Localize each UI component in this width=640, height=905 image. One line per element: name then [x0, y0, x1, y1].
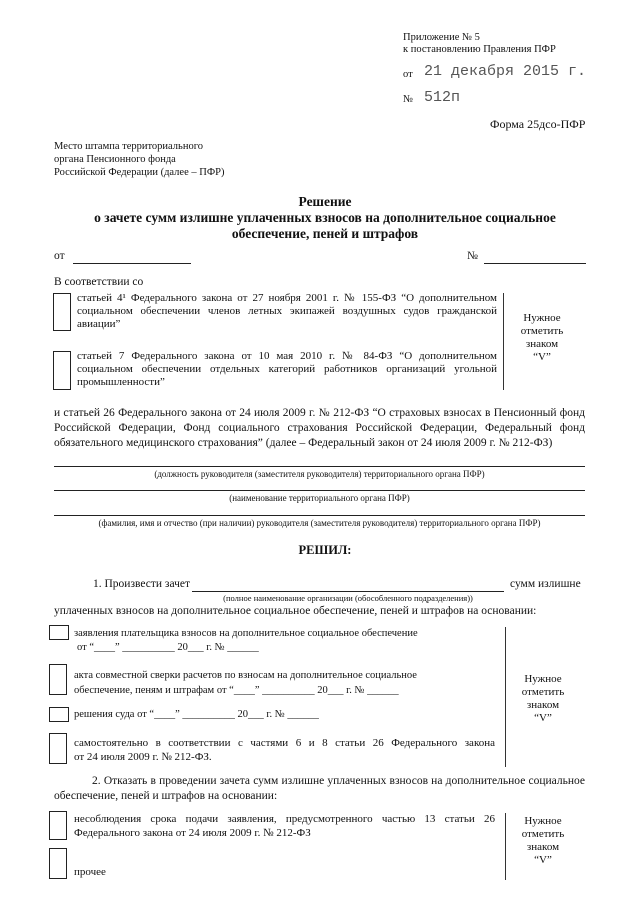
option-law-155: статьей 4¹ Федерального закона от 27 ноября 2001 г. № 155-ФЗ “О дополнительном социальном обеспечении членов летных экипажей воздушных судов гражданской авиации”: [77, 292, 497, 330]
decision-date-label: от: [54, 250, 65, 262]
checkbox-missed-deadline[interactable]: [49, 811, 67, 840]
decision-date-field[interactable]: [73, 263, 191, 264]
organization-name-caption: (полное наименование организации (обособленного подразделения)): [223, 593, 473, 603]
decision-number-label: №: [467, 250, 478, 262]
accordance-intro: В соответствии со: [54, 276, 144, 288]
resolution-date: 21 декабря 2015 г.: [424, 63, 587, 80]
section1-tail: сумм излишне: [510, 578, 581, 590]
stamp-place-line2: органа Пенсионного фонда: [54, 154, 176, 165]
stamp-place-line1: Место штампа территориального: [54, 141, 203, 152]
title-line1: Решение: [298, 194, 352, 209]
document-title: [40, 194, 610, 242]
territorial-body-caption: (наименование территориального органа ПФР): [229, 493, 410, 503]
checkbox-other[interactable]: [49, 848, 67, 879]
section1-lead: 1. Произвести зачет: [93, 578, 191, 590]
option-reconciliation-act: акта совместной сверки расчетов по взносам на дополнительное социальное обеспечение, пеням и штрафам от “____” __________ 20___ г. № ______: [74, 670, 417, 696]
position-caption: (должность руководителя (заместителя руководителя) территориального органа ПФР): [154, 469, 485, 479]
option-other: прочее: [74, 866, 106, 878]
mark-note: Нужное отметить знаком “V”: [520, 312, 564, 363]
checkbox-independently[interactable]: [49, 733, 67, 764]
checkbox-law-84[interactable]: [53, 351, 71, 390]
section2-lead: 2. Отказать в проведении зачета сумм излишне уплаченных взносов на дополнительное социальное обеспечение, пеней и штрафов на основании:: [54, 775, 585, 802]
checkbox-court-decision[interactable]: [49, 707, 69, 722]
resolution-label: к постановлению Правления ПФР: [403, 44, 556, 55]
title-line3: обеспечение, пеней и штрафов: [231, 226, 419, 241]
resolution-number: 512п: [424, 89, 461, 106]
checkbox-reconciliation-act[interactable]: [49, 664, 67, 695]
territorial-body-field[interactable]: [54, 490, 585, 491]
divider-line: [505, 813, 506, 880]
resolution-number-prefix: №: [403, 94, 414, 105]
decision-number-field[interactable]: [484, 263, 586, 264]
head-name-caption: (фамилия, имя и отчество (при наличии) руководителя (заместителя руководителя) территориального органа ПФР): [98, 518, 541, 528]
option-missed-deadline: несоблюдения срока подачи заявления, предусмотренного частью 13 статьи 26 Федерального закона от 24 июля 2009 г. № 212-ФЗ: [74, 813, 495, 839]
checkbox-law-155[interactable]: [53, 293, 71, 331]
option-independently: самостоятельно в соответствии с частями 6 и 8 статьи 26 Федерального закона от 24 июля 2009 г. № 212-ФЗ.: [74, 737, 495, 763]
resolution-date-prefix: от: [403, 69, 413, 80]
mark-note: Нужное отметить знаком “V”: [521, 673, 565, 724]
divider-line: [505, 627, 506, 767]
law-paragraph: и статьей 26 Федерального закона от 24 июля 2009 г. № 212-ФЗ “О страховых взносах в Пенсионный фонд Российской Федерации, Фонд социального страхования Российской Федерации, Федеральный фонд обязательного медицинского страхования” (далее – Федеральный закон от 24 июля 2009 г. № 212-ФЗ): [54, 407, 585, 449]
mark-note: Нужное отметить знаком “V”: [521, 815, 565, 866]
title-line2: о зачете сумм излишне уплаченных взносов на дополнительное социальное: [94, 210, 556, 225]
appendix-label: Приложение № 5: [403, 32, 480, 43]
divider-line: [503, 293, 504, 390]
organization-name-field[interactable]: [192, 591, 504, 592]
stamp-place-line3: Российской Федерации (далее – ПФР): [54, 167, 225, 178]
section1-continuation: уплаченных взносов на дополнительное социальное обеспечение, пеней и штрафов на основании:: [54, 605, 537, 617]
position-field[interactable]: [54, 466, 585, 467]
option-payer-application: заявления плательщика взносов на дополнительное социальное обеспечение от “____” __________ 20___ г. № ______: [74, 628, 418, 653]
form-name: Форма 25дсо-ПФР: [490, 117, 586, 131]
option-court-decision: решения суда от “____” __________ 20___ г. № ______: [74, 709, 319, 720]
checkbox-payer-application[interactable]: [49, 625, 69, 640]
head-name-field[interactable]: [54, 515, 585, 516]
decided-heading: РЕШИЛ:: [298, 543, 352, 557]
option-law-84: статьей 7 Федерального закона от 10 мая 2010 г. № 84-ФЗ “О дополнительном социальном обеспечении отдельных категорий работников организаций угольной промышленности”: [77, 350, 497, 388]
